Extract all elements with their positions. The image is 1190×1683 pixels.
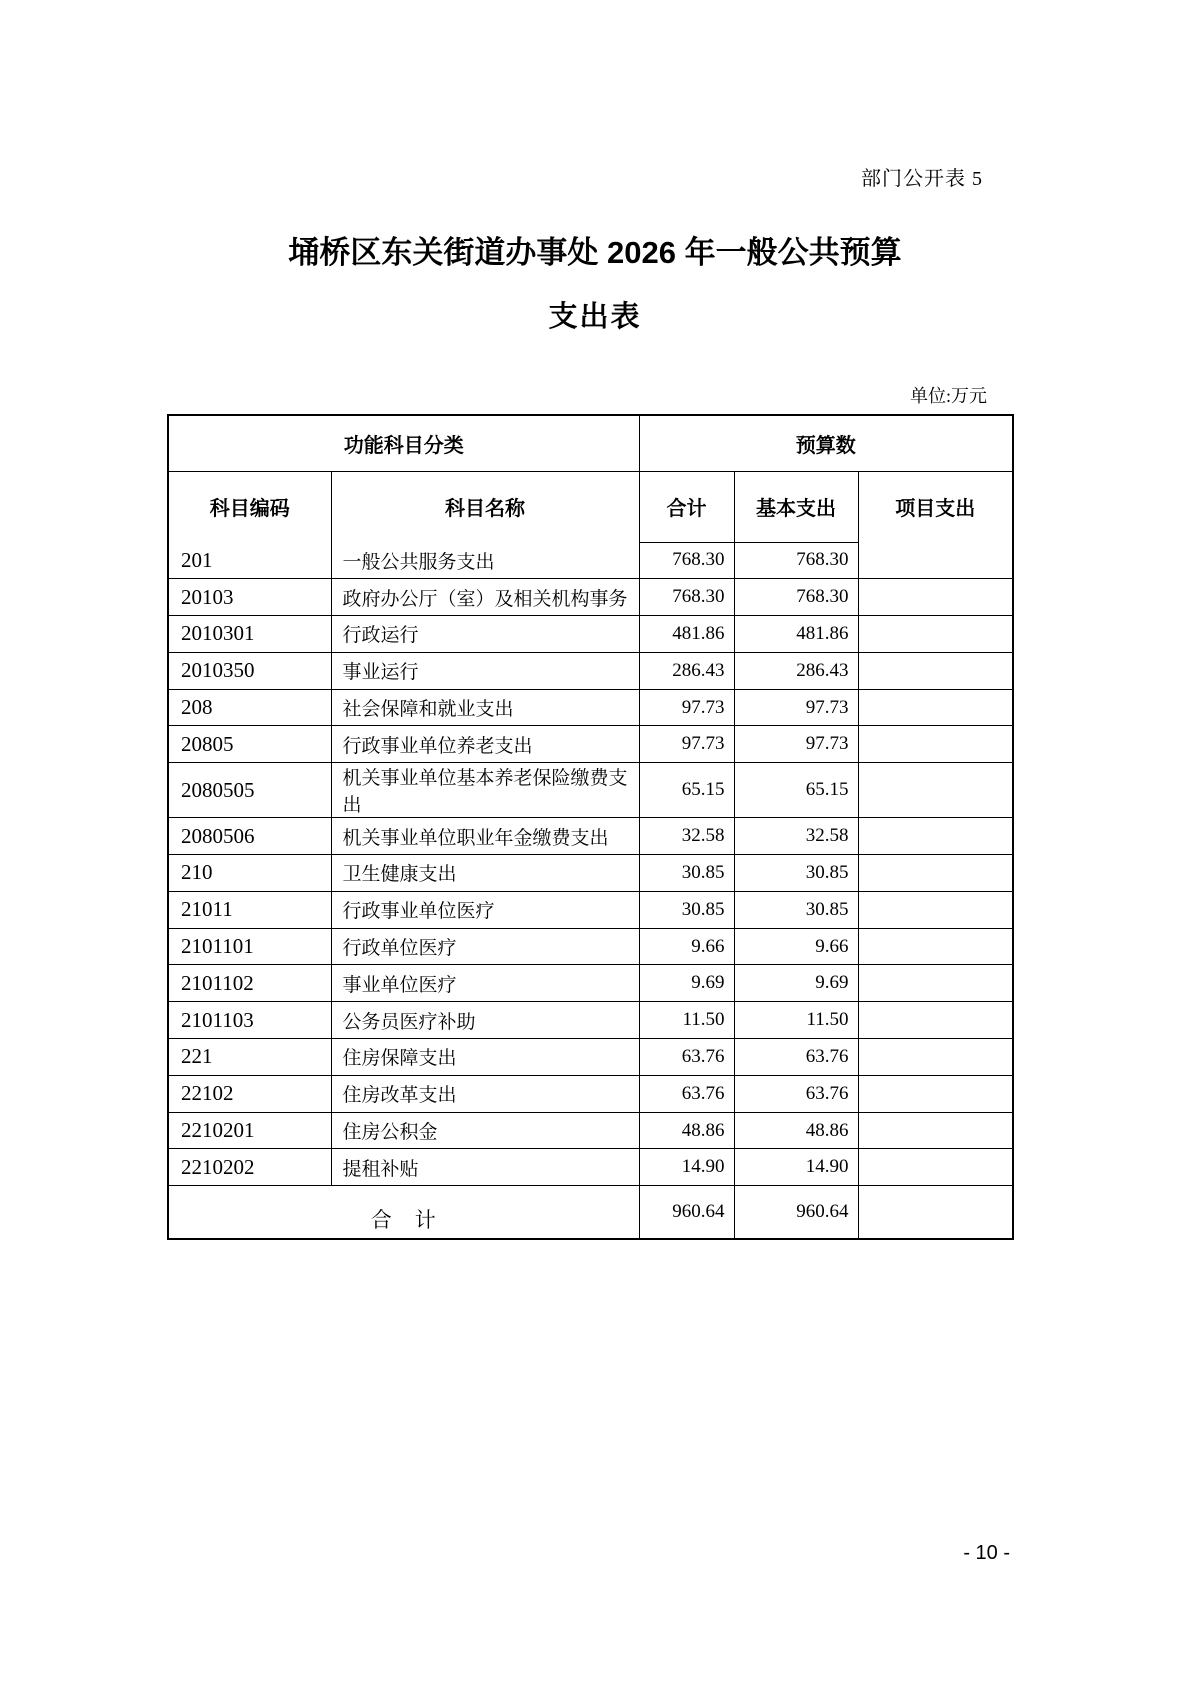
cell-basic: 768.30 (734, 542, 858, 579)
table-row (168, 579, 1013, 616)
table-row (168, 652, 1013, 689)
header-budget-figures: 预算数 (639, 415, 1013, 471)
table-row (168, 1002, 1013, 1039)
table-row (168, 542, 1013, 579)
table-row (168, 965, 1013, 1002)
cell-subject-code: 2080505 (168, 763, 331, 818)
cell-total: 768.30 (639, 542, 734, 579)
cell-total: 481.86 (639, 616, 734, 653)
table-row (168, 1039, 1013, 1076)
cell-subject-name: 机关事业单位职业年金缴费支出 (331, 818, 639, 855)
cell-basic: 11.50 (734, 1002, 858, 1039)
table-row (168, 855, 1013, 892)
cell-project (858, 579, 1013, 616)
header-subject-name: 科目名称 (331, 471, 639, 542)
table-row (168, 763, 1013, 818)
cell-project (858, 652, 1013, 689)
cell-subject-name: 住房公积金 (331, 1112, 639, 1149)
cell-total: 97.73 (639, 689, 734, 726)
cell-subject-name: 事业运行 (331, 652, 639, 689)
cell-subject-name: 机关事业单位基本养老保险缴费支出 (331, 763, 639, 818)
cell-project (858, 1075, 1013, 1112)
cell-basic: 768.30 (734, 579, 858, 616)
cell-total: 286.43 (639, 652, 734, 689)
unit-note: 单位:万元 (909, 386, 987, 406)
cell-project (858, 763, 1013, 818)
cell-project (858, 1039, 1013, 1076)
cell-project (858, 689, 1013, 726)
cell-basic: 14.90 (734, 1149, 858, 1186)
table-row (168, 1149, 1013, 1186)
cell-grand-total-basic: 960.64 (734, 1186, 858, 1239)
cell-subject-code: 2010350 (168, 652, 331, 689)
cell-total: 9.66 (639, 928, 734, 965)
total-row (168, 1186, 1013, 1239)
cell-subject-name: 行政运行 (331, 616, 639, 653)
budget-table (167, 414, 1014, 1240)
cell-subject-code: 22102 (168, 1075, 331, 1112)
cell-subject-name: 社会保障和就业支出 (331, 689, 639, 726)
cell-project (858, 965, 1013, 1002)
cell-basic: 286.43 (734, 652, 858, 689)
cell-total: 14.90 (639, 1149, 734, 1186)
cell-basic: 9.66 (734, 928, 858, 965)
cell-subject-code: 208 (168, 689, 331, 726)
cell-subject-name: 卫生健康支出 (331, 855, 639, 892)
cell-total: 63.76 (639, 1039, 734, 1076)
cell-subject-name: 行政事业单位养老支出 (331, 726, 639, 763)
cell-project (858, 1112, 1013, 1149)
cell-subject-name: 政府办公厅（室）及相关机构事务 (331, 579, 639, 616)
cell-basic: 30.85 (734, 891, 858, 928)
table-row (168, 928, 1013, 965)
header-columns-row (168, 471, 1013, 542)
cell-subject-code: 221 (168, 1039, 331, 1076)
cell-subject-name: 提租补贴 (331, 1149, 639, 1186)
cell-basic: 63.76 (734, 1039, 858, 1076)
table-row (168, 818, 1013, 855)
cell-basic: 30.85 (734, 855, 858, 892)
cell-total: 768.30 (639, 579, 734, 616)
page-subtitle: 支出表 (548, 301, 642, 333)
cell-total: 65.15 (639, 763, 734, 818)
cell-subject-code: 21011 (168, 891, 331, 928)
cell-subject-name: 行政事业单位医疗 (331, 891, 639, 928)
cell-grand-total-label: 合 计 (168, 1186, 639, 1239)
cell-subject-name: 一般公共服务支出 (331, 542, 639, 579)
page-number: - 10 - (963, 1542, 1010, 1564)
cell-basic: 9.69 (734, 965, 858, 1002)
table-row (168, 1075, 1013, 1112)
cell-subject-code: 201 (168, 542, 331, 579)
header-project-expenditure: 项目支出 (858, 471, 1013, 542)
cell-subject-code: 2101101 (168, 928, 331, 965)
cell-project (858, 542, 1013, 579)
cell-basic: 481.86 (734, 616, 858, 653)
header-function-classification: 功能科目分类 (168, 415, 639, 471)
cell-project (858, 818, 1013, 855)
cell-basic: 48.86 (734, 1112, 858, 1149)
cell-total: 63.76 (639, 1075, 734, 1112)
doc-label: 部门公开表 5 (861, 168, 983, 190)
cell-total: 30.85 (639, 855, 734, 892)
cell-subject-code: 2210202 (168, 1149, 331, 1186)
page-title: 埇桥区东关街道办事处 2026 年一般公共预算 (288, 235, 902, 270)
cell-project (858, 1002, 1013, 1039)
table-row (168, 616, 1013, 653)
cell-total: 97.73 (639, 726, 734, 763)
cell-subject-name: 住房改革支出 (331, 1075, 639, 1112)
table-row (168, 1112, 1013, 1149)
cell-project (858, 855, 1013, 892)
cell-total: 9.69 (639, 965, 734, 1002)
cell-total: 11.50 (639, 1002, 734, 1039)
cell-total: 48.86 (639, 1112, 734, 1149)
cell-basic: 97.73 (734, 689, 858, 726)
cell-subject-code: 20805 (168, 726, 331, 763)
cell-subject-code: 2080506 (168, 818, 331, 855)
cell-project (858, 928, 1013, 965)
table-row (168, 689, 1013, 726)
cell-project (858, 891, 1013, 928)
cell-grand-total-project (858, 1186, 1013, 1239)
cell-project (858, 726, 1013, 763)
cell-subject-name: 公务员医疗补助 (331, 1002, 639, 1039)
cell-basic: 65.15 (734, 763, 858, 818)
cell-project (858, 616, 1013, 653)
cell-basic: 63.76 (734, 1075, 858, 1112)
cell-subject-code: 210 (168, 855, 331, 892)
table-row (168, 891, 1013, 928)
cell-grand-total: 960.64 (639, 1186, 734, 1239)
header-subject-code: 科目编码 (168, 471, 331, 542)
cell-subject-code: 2101102 (168, 965, 331, 1002)
cell-subject-name: 住房保障支出 (331, 1039, 639, 1076)
cell-subject-name: 事业单位医疗 (331, 965, 639, 1002)
cell-subject-code: 20103 (168, 579, 331, 616)
table-row (168, 726, 1013, 763)
cell-basic: 97.73 (734, 726, 858, 763)
cell-project (858, 1149, 1013, 1186)
cell-subject-name: 行政单位医疗 (331, 928, 639, 965)
header-total: 合计 (639, 471, 734, 542)
cell-subject-code: 2010301 (168, 616, 331, 653)
cell-basic: 32.58 (734, 818, 858, 855)
cell-total: 32.58 (639, 818, 734, 855)
header-basic-expenditure: 基本支出 (734, 471, 858, 542)
cell-subject-code: 2101103 (168, 1002, 331, 1039)
cell-total: 30.85 (639, 891, 734, 928)
cell-subject-code: 2210201 (168, 1112, 331, 1149)
header-group-row (168, 415, 1013, 471)
